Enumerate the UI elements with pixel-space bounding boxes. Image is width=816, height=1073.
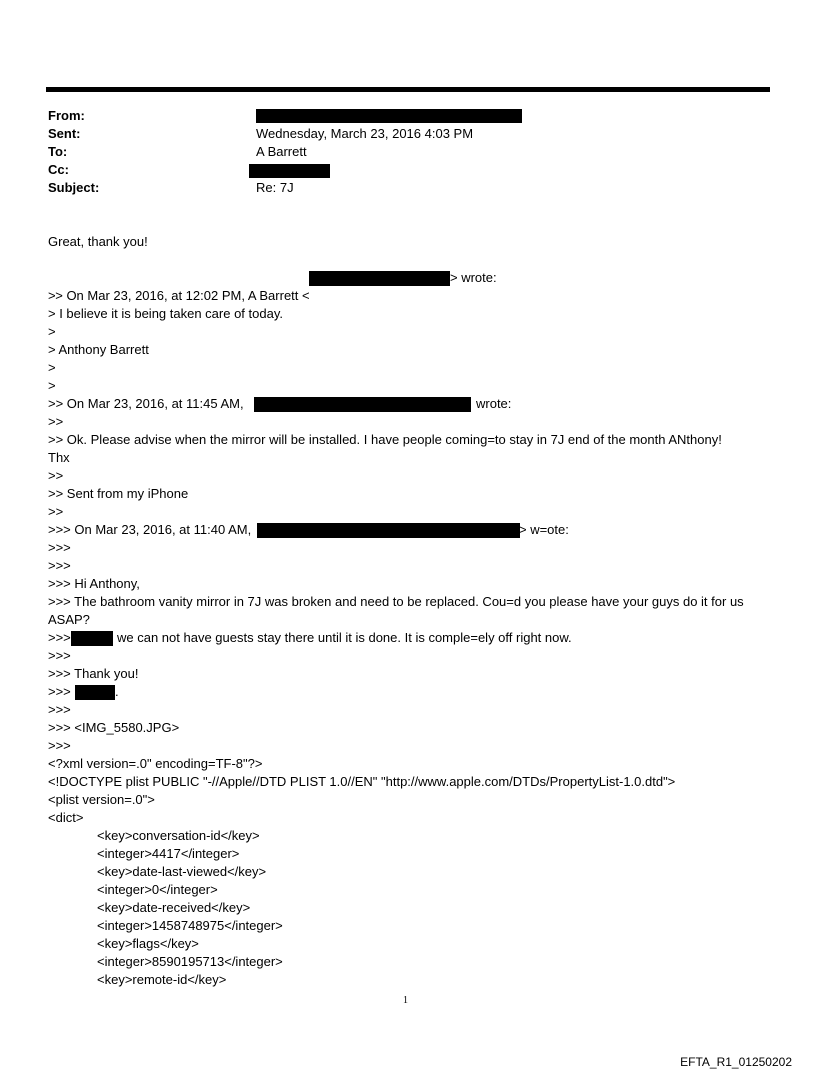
plist-line: <integer>0</integer>: [97, 882, 218, 897]
body-line: >: [48, 324, 56, 339]
subject-value: Re: 7J: [256, 180, 294, 195]
sender-redaction: [257, 523, 520, 538]
plist-line: <integer>4417</integer>: [97, 846, 240, 861]
plist-line: <key>conversation-id</key>: [97, 828, 260, 843]
body-line: >: [48, 378, 56, 393]
header-rule: [46, 87, 770, 92]
body-line: [48, 269, 310, 305]
body-line: >>> <IMG_5580.JPG>: [48, 720, 180, 735]
body-line-text: > wrote:: [450, 270, 497, 285]
bates-number: EFTA_R1_01250202: [680, 1055, 792, 1069]
body-line: >>> Hi Anthony,: [48, 576, 140, 591]
body-line: <!DOCTYPE plist PUBLIC "-//Apple//DTD PLIST 1.0//EN" "http://www.apple.com/DTDs/PropertyList-1.0.dtd">: [48, 774, 676, 789]
body-line: ASAP?: [48, 612, 90, 627]
body-line: <plist version=.0">: [48, 792, 155, 807]
body-line: >: [48, 360, 56, 375]
body-line: >> Ok. Please advise when the mirror will be installed. I have people coming=to stay in 7J end of the month ANthony!: [48, 432, 722, 447]
body-line: Thx: [48, 450, 70, 465]
name-redaction: [71, 631, 113, 646]
cc-redaction: [249, 164, 330, 178]
body-line: >> Sent from my iPhone: [48, 486, 189, 501]
body-line: >>>: [48, 558, 71, 573]
body-line: >>>: [48, 702, 71, 717]
body-line: >>: [48, 414, 64, 429]
plist-line: <integer>1458748975</integer>: [97, 918, 283, 933]
body-line-text: > w=ote:: [519, 522, 569, 537]
plist-line: <integer>8590195713</integer>: [97, 954, 283, 969]
page-number: 1: [403, 995, 408, 1006]
body-line-text: > On Mar 23, 2016, at 12:02 PM, A Barrett <: [55, 288, 310, 303]
plist-line: <key>date-last-viewed</key>: [97, 864, 267, 879]
body-line: > I believe it is being taken care of today.: [48, 306, 283, 321]
body-line: >>>: [48, 630, 71, 645]
to-label: To:: [48, 144, 68, 159]
signature-redaction: [75, 685, 115, 700]
plist-line: <key>remote-id</key>: [97, 972, 227, 987]
sent-value: Wednesday, March 23, 2016 4:03 PM: [256, 126, 474, 141]
body-line: <?xml version=.0" encoding=TF-8"?>: [48, 756, 263, 771]
body-line: >>> The bathroom vanity mirror in 7J was broken and need to be replaced. Cou=d you please have your guys do it for us: [48, 594, 744, 609]
plist-line: <key>flags</key>: [97, 936, 199, 951]
body-line: <dict>: [48, 810, 84, 825]
body-line: >>>: [48, 738, 71, 753]
subject-label: Subject:: [48, 180, 100, 195]
body-line: >>> On Mar 23, 2016, at 11:40 AM,: [48, 522, 252, 537]
body-line: >>>: [48, 540, 71, 555]
plist-line: <key>date-received</key>: [97, 900, 251, 915]
body-line: >>>: [48, 648, 71, 663]
from-redaction: [256, 109, 522, 123]
body-line: Great, thank you!: [48, 234, 148, 249]
email-redaction: [309, 271, 450, 286]
body-line-text: we can not have guests stay there until it is done. It is comple=ely off right now.: [117, 630, 572, 645]
from-label: From:: [48, 108, 85, 123]
sent-label: Sent:: [48, 126, 81, 141]
body-line: >: [48, 288, 56, 303]
body-line: >> On Mar 23, 2016, at 11:45 AM,: [48, 396, 244, 411]
body-line: > Anthony Barrett: [48, 342, 149, 357]
body-line: >>: [48, 504, 64, 519]
body-line: >>>: [48, 684, 71, 699]
body-line-text: .: [115, 684, 119, 699]
body-line: >>> Thank you!: [48, 666, 139, 681]
body-line-text: wrote:: [476, 396, 512, 411]
to-value: A Barrett: [256, 144, 307, 159]
sender-redaction: [254, 397, 471, 412]
body-line: >>: [48, 468, 64, 483]
cc-label: Cc:: [48, 162, 69, 177]
